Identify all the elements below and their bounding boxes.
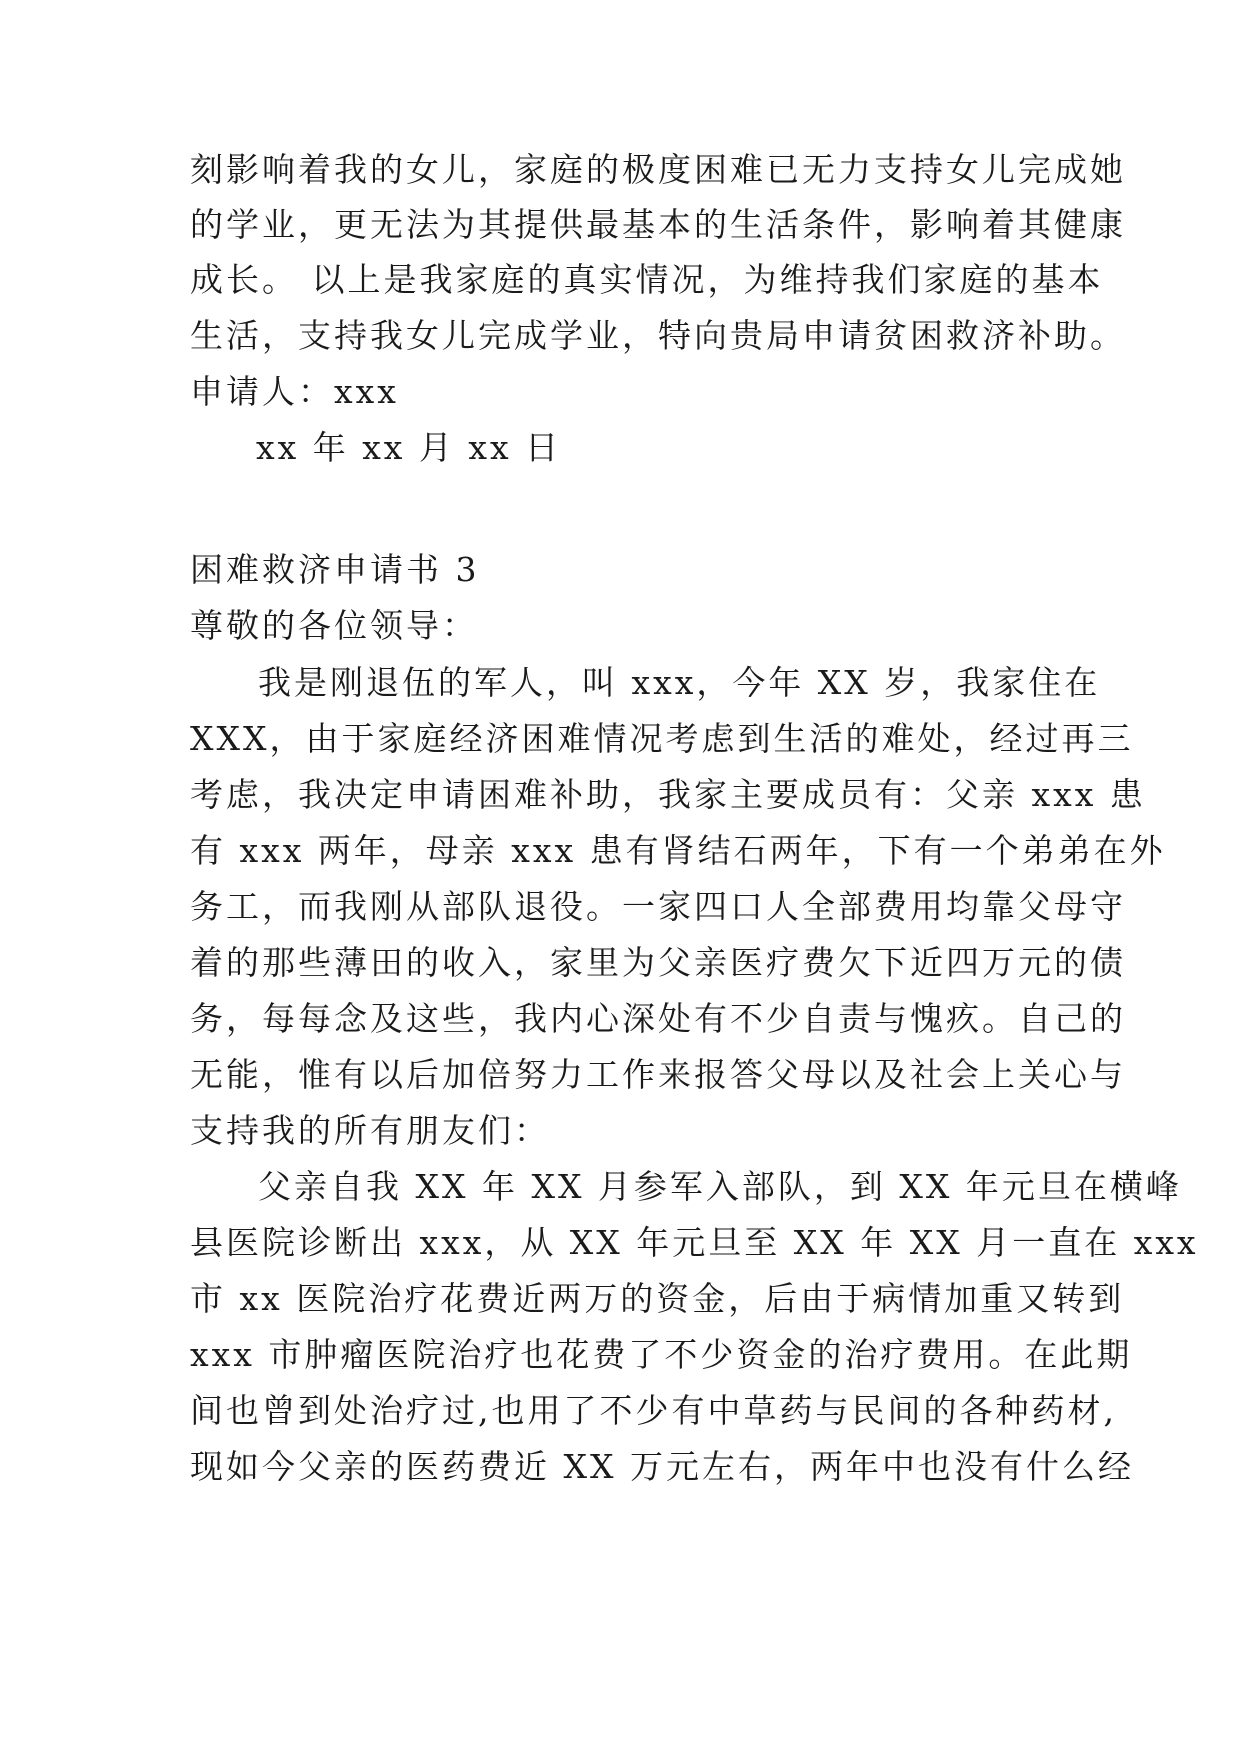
applicant-line: 申请人：xxx <box>190 372 399 411</box>
text-line: 着的那些薄田的收入，家里为父亲医疗费欠下近四万元的债 <box>190 943 1126 982</box>
section-title: 困难救济申请书 3 <box>190 550 480 589</box>
text-line: 市 xx 医院治疗花费近两万的资金，后由于病情加重又转到 <box>190 1279 1125 1318</box>
text-line: 父亲自我 XX 年 XX 月参军入部队，到 XX 年元旦在横峰 <box>258 1167 1182 1206</box>
text-line: 务，每每念及这些，我内心深处有不少自责与愧疚。自己的 <box>190 999 1126 1038</box>
text-line: 现如今父亲的医药费近 XX 万元左右，两年中也没有什么经 <box>190 1447 1134 1486</box>
text-line: 刻影响着我的女儿，家庭的极度困难已无力支持女儿完成她 <box>190 150 1126 189</box>
text-line: 间也曾到处治疗过,也用了不少有中草药与民间的各种药材, <box>190 1391 1117 1430</box>
text-line: 生活，支持我女儿完成学业，特向贵局申请贫困救济补助。 <box>190 316 1126 355</box>
salutation: 尊敬的各位领导： <box>190 606 478 645</box>
text-line: 我是刚退伍的军人，叫 xxx，今年 XX 岁，我家住在 <box>258 663 1101 702</box>
text-line: 的学业，更无法为其提供最基本的生活条件，影响着其健康 <box>190 205 1126 244</box>
text-line: 无能，惟有以后加倍努力工作来报答父母以及社会上关心与 <box>190 1055 1126 1094</box>
text-line: 成长。 以上是我家庭的真实情况，为维持我们家庭的基本 <box>190 260 1104 299</box>
text-line: 支持我的所有朋友们： <box>190 1111 550 1150</box>
text-line: XXX，由于家庭经济困难情况考虑到生活的难处，经过再三 <box>190 719 1134 758</box>
text-line: 县医院诊断出 xxx，从 XX 年元旦至 XX 年 XX 月一直在 xxx <box>190 1223 1199 1262</box>
text-line: 考虑，我决定申请困难补助，我家主要成员有：父亲 xxx 患 <box>190 775 1146 814</box>
date-line: xx 年 xx 月 xx 日 <box>256 428 562 467</box>
text-line: 务工，而我刚从部队退役。一家四口人全部费用均靠父母守 <box>190 887 1126 926</box>
text-line: xxx 市肿瘤医院治疗也花费了不少资金的治疗费用。在此期 <box>190 1335 1133 1374</box>
text-line: 有 xxx 两年，母亲 xxx 患有肾结石两年，下有一个弟弟在外 <box>190 831 1166 870</box>
